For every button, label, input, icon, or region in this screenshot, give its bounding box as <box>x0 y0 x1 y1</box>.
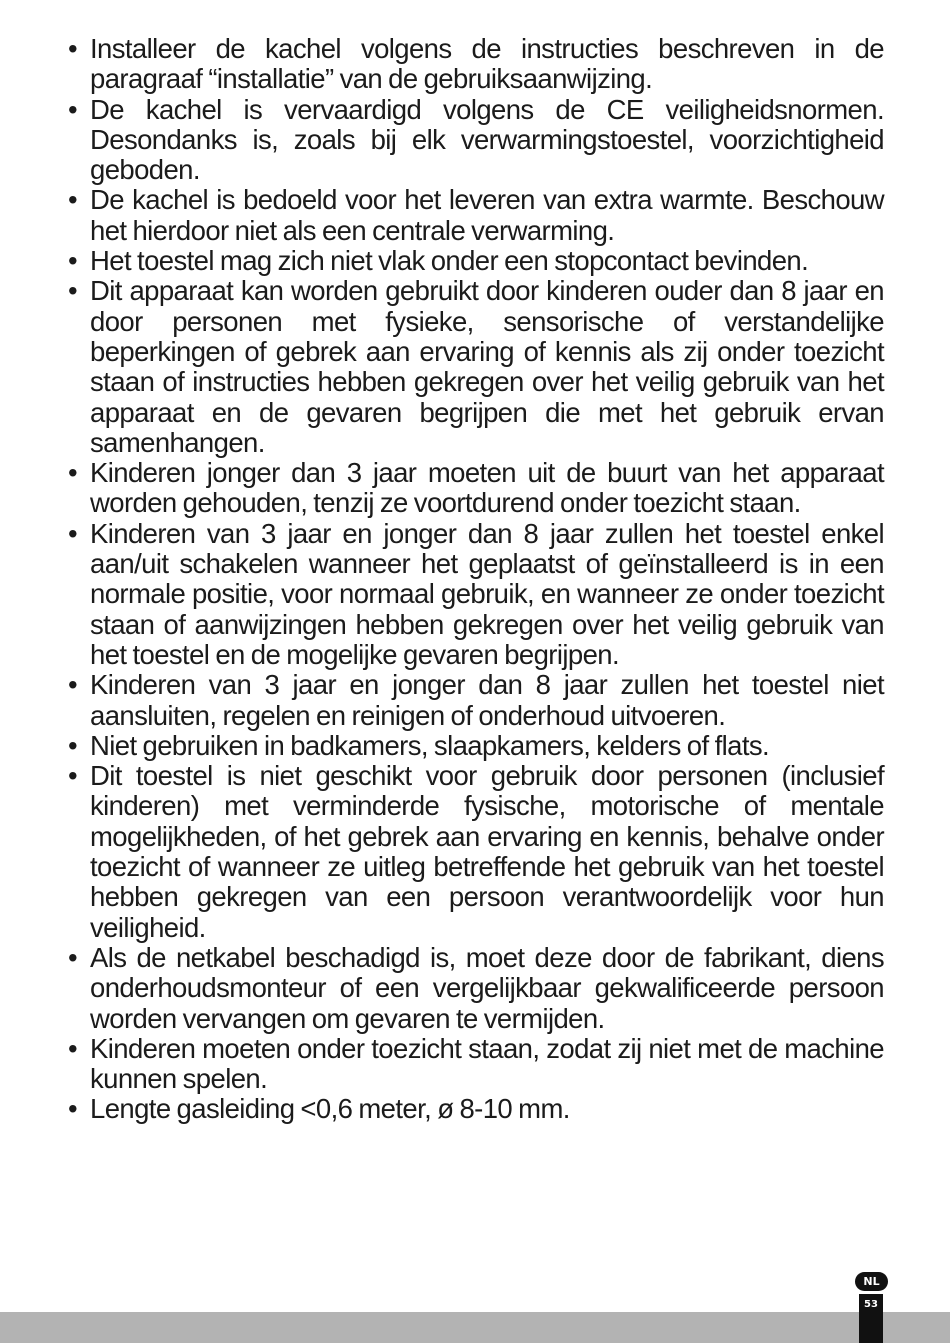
list-item-text: Dit apparaat kan worden gebruikt door kinderen ouder dan 8 jaar en door personen met fysieke, sensorische of verstandelijke beperkingen of gebrek aan ervaring of kennis als zij onder toezicht staan of instructies hebben gekregen over het veilig gebruik van het apparaat en de gevaren begrijpen die met het gebruik ervan samenhangen. <box>90 275 884 458</box>
list-item <box>68 1034 884 1095</box>
list-item <box>68 95 884 186</box>
page-number: 53 <box>864 1299 878 1310</box>
bullet-icon: • <box>68 184 78 216</box>
bullet-icon: • <box>68 245 78 277</box>
list-item <box>68 458 884 519</box>
list-item-text: Kinderen jonger dan 3 jaar moeten uit de buurt van het apparaat worden gehouden, tenzij ze voortdurend onder toezicht staan. <box>90 457 884 519</box>
list-item-text: Kinderen van 3 jaar en jonger dan 8 jaar zullen het toestel enkel aan/uit schakelen wanneer het geplaatst of geïnstalleerd is in een normale positie, voor normaal gebruik, en wanneer ze onder toezicht staan of aanwijzingen hebben gekregen over het veilig gebruik van het toestel en de mogelijke gevaren begrijpen. <box>90 517 884 670</box>
bullet-icon: • <box>68 729 78 761</box>
bullet-icon: • <box>68 941 78 973</box>
list-item <box>68 1094 884 1124</box>
list-item-text: De kachel is vervaardigd volgens de CE veiligheidsnormen. Desondanks is, zoals bij elk verwarmingstoestel, voorzichtigheid geboden. <box>90 93 884 186</box>
list-item <box>68 943 884 1034</box>
list-item <box>68 761 884 943</box>
bullet-icon: • <box>68 33 78 64</box>
list-item-text: De kachel is bedoeld voor het leveren van extra warmte. Beschouw het hierdoor niet als een centrale verwarming. <box>90 184 884 246</box>
language-badge: NL <box>855 1272 888 1291</box>
list-item <box>68 276 884 458</box>
bullet-icon: • <box>68 517 78 549</box>
list-item <box>68 731 884 761</box>
list-item <box>68 34 884 95</box>
bullet-list <box>68 34 884 1125</box>
bullet-icon: • <box>68 93 78 125</box>
bullet-icon: • <box>68 457 78 489</box>
list-item-text: Kinderen van 3 jaar en jonger dan 8 jaar zullen het toestel niet aansluiten, regelen en reinigen of onderhoud uitvoeren. <box>90 669 884 731</box>
footer-bar <box>0 1312 950 1343</box>
list-item <box>68 185 884 246</box>
list-item-text: Het toestel mag zich niet vlak onder een stopcontact bevinden. <box>90 245 809 277</box>
safety-instructions <box>68 34 884 1125</box>
bullet-icon: • <box>68 669 78 701</box>
bullet-icon: • <box>68 275 78 307</box>
list-item-text: Lengte gasleiding <0,6 meter, ø 8-10 mm. <box>90 1093 570 1125</box>
bullet-icon: • <box>68 1093 78 1125</box>
list-item-text: Dit toestel is niet geschikt voor gebruik door personen (inclusief kinderen) met verminderde fysische, motorische of mentale mogelijkheden, of het gebrek aan ervaring en kennis, behalve onder toezicht of wanneer ze uitleg betreffende het gebruik van het toestel hebben gekregen van een persoon verantwoordelijk voor hun veiligheid. <box>90 760 884 943</box>
bullet-icon: • <box>68 760 78 792</box>
list-item-text: Als de netkabel beschadigd is, moet deze door de fabrikant, diens onderhoudsmonteur of een vergelijkbaar gekwalificeerde persoon worden vervangen om gevaren te vermijden. <box>90 941 884 1034</box>
list-item-text: Installeer de kachel volgens de instructies beschreven in de paragraaf “installatie” van de gebruiksaanwijzing. <box>90 33 884 95</box>
list-item-text: Kinderen moeten onder toezicht staan, zodat zij niet met de machine kunnen spelen. <box>90 1032 884 1095</box>
bullet-icon: • <box>68 1032 78 1064</box>
list-item <box>68 519 884 670</box>
list-item <box>68 246 884 276</box>
list-item <box>68 670 884 731</box>
list-item-text: Niet gebruiken in badkamers, slaapkamers, kelders of flats. <box>90 729 770 761</box>
